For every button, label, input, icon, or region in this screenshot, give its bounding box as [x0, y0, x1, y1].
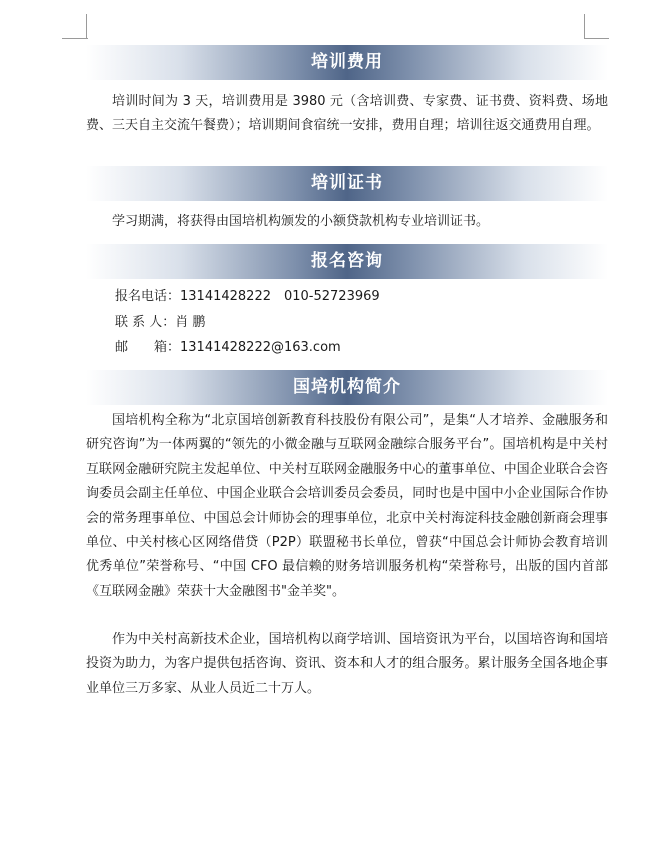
- section-header-contact: [86, 244, 608, 279]
- section-header-certificate: [86, 166, 608, 201]
- fee-paragraph: 培训时间为 3 天，培训费用是 3980 元（含培训费、专家费、证书费、资料费、场地费、三天自主交流午餐费）；培训期间食宿统一安排，费用自理；培训往返交通费用自理。: [86, 94, 608, 134]
- section-title: 培训证书: [311, 173, 383, 193]
- crop-mark-top-left: [86, 14, 87, 39]
- section-title: 国培机构简介: [293, 377, 401, 397]
- section-header-intro: [86, 370, 608, 405]
- certificate-paragraph: 学习期满，将获得由国培机构颁发的小额贷款机构专业培训证书。: [112, 214, 490, 229]
- section-title: 培训费用: [311, 52, 383, 72]
- contact-email: 邮 箱：13141428222@163.com: [115, 340, 341, 355]
- section-title: 报名咨询: [311, 251, 383, 271]
- crop-mark-top-right: [584, 38, 609, 39]
- intro-paragraph-2: 作为中关村高新技术企业，国培机构以商学培训、国培资讯为平台，以国培咨询和国培投资为助力，为客户提供包括咨询、资讯、资本和人才的组合服务。累计服务全国各地企事业单位三万多家、从业人员近二十万人。: [86, 632, 608, 696]
- section-header-fee: [86, 45, 608, 80]
- intro-paragraph-1: 国培机构全称为“北京国培创新教育科技股份有限公司”，是集“人才培养、金融服务和研究咨询”为一体两翼的“领先的小微金融与互联网金融综合服务平台”。国培机构是中关村互联网金融研究院主发起单位、中关村互联网金融服务中心的董事单位、中国企业联合会咨询委员会副主任单位、中国企业联合会培训委员会委员，同时也是中国中小企业国际合作协会的常务理事单位、中国总会计师协会的理事单位，北京中关村海淀科技金融创新商会理事单位、中关村核心区网络借贷（P2P）联盟秘书长单位，曾获“中国总会计师协会教育培训优秀单位”荣誉称号、“中国 CFO 最信赖的财务培训服务机构“荣誉称号，出版的国内首部《互联网金融》荣获十大金融图书"金羊奖"。: [86, 413, 608, 599]
- contact-person: 联 系 人：肖 鹏: [115, 315, 206, 330]
- contact-phone: 报名电话：13141428222 010-52723969: [115, 289, 380, 304]
- crop-mark-top-left: [62, 38, 88, 39]
- crop-mark-top-right: [584, 14, 585, 39]
